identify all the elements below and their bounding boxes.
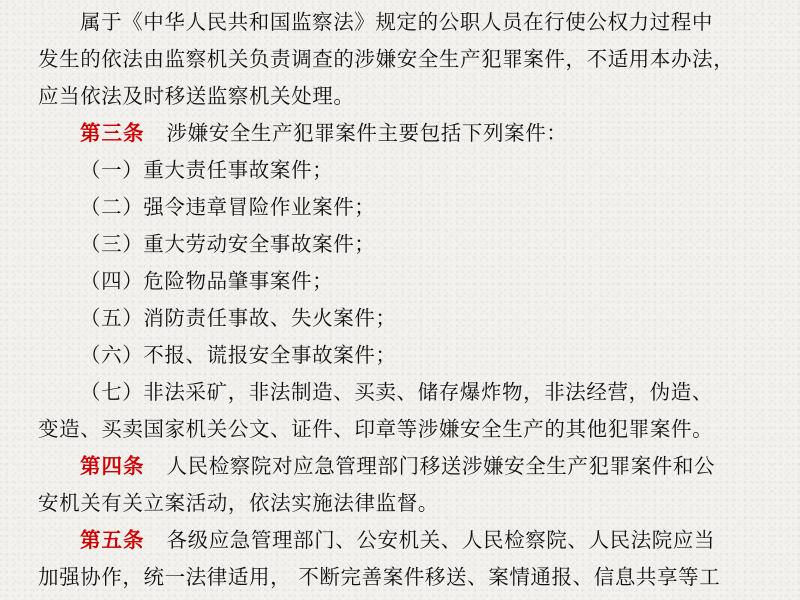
line-text: 涉嫌安全生产犯罪案件主要包括下列案件：: [166, 121, 568, 145]
article-line: [38, 522, 780, 559]
line-text: （七）非法采矿，非法制造、买卖、储存爆炸物，非法经营，伪造、: [80, 380, 713, 404]
list-item: [38, 152, 780, 189]
text-line: [38, 4, 780, 41]
text-line: [38, 411, 780, 448]
line-text: （二）强令违章冒险作业案件；: [80, 195, 376, 219]
line-text: 人民检察院对应急管理部门移送涉嫌安全生产犯罪案件和公: [166, 454, 716, 478]
line-text: 属于《中华人民共和国监察法》规定的公职人员在行使公权力过程中: [80, 10, 713, 34]
article-4-label: 第四条: [80, 454, 145, 478]
list-item: [38, 226, 780, 263]
line-text: 各级应急管理部门、公安机关、人民检察院、人民法院应当: [166, 528, 716, 552]
text-line: [38, 559, 780, 596]
line-text: （四）危险物品肇事案件；: [80, 269, 334, 293]
article-line: [38, 448, 780, 485]
list-item: [38, 337, 780, 374]
text-line: [38, 41, 780, 78]
line-text: （五）消防责任事故、失火案件；: [80, 306, 397, 330]
line-text: （六）不报、谎报安全事故案件；: [80, 343, 397, 367]
line-text: 变造、买卖国家机关公文、证件、印章等涉嫌安全生产的其他犯罪案件。: [38, 417, 714, 441]
line-text: 安机关有关立案活动，依法实施法律监督。: [38, 491, 439, 515]
article-line: [38, 115, 780, 152]
list-item: [38, 189, 780, 226]
article-5-label: 第五条: [80, 528, 145, 552]
list-item: [38, 263, 780, 300]
list-item: [38, 374, 780, 411]
line-text: 加强协作，统一法律适用， 不断完善案件移送、案情通报、信息共享等工: [38, 565, 721, 589]
text-line: [38, 78, 780, 115]
line-text: 应当依法及时移送监察机关处理。: [38, 84, 355, 108]
list-item: [38, 300, 780, 337]
article-3-label: 第三条: [80, 121, 145, 145]
text-line: [38, 485, 780, 522]
line-text: （一）重大责任事故案件；: [80, 158, 334, 182]
line-text: （三）重大劳动安全事故案件；: [80, 232, 376, 256]
line-text: 发生的依法由监察机关负责调查的涉嫌安全生产犯罪案件，不适用本办法，: [38, 47, 735, 71]
